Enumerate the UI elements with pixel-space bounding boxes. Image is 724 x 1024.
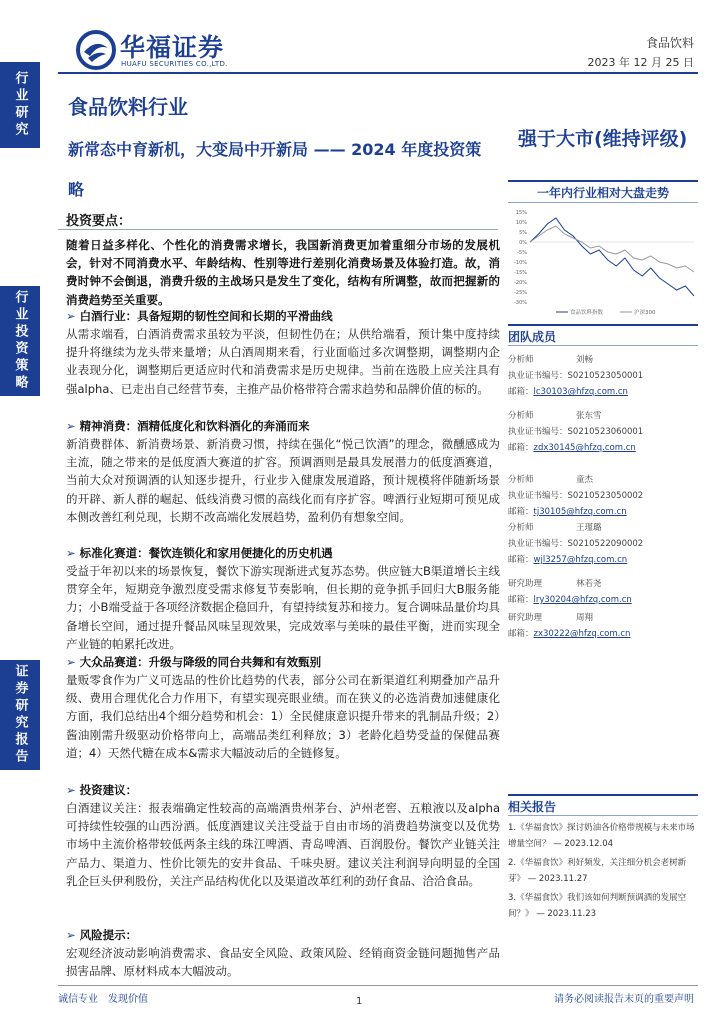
bullet-paragraph: 受益于年初以来的场景恢复，餐饮下游实现渐进式复苏态势。供应链大B渠道增长主线贯穿全年，短期竞争激烈度受需求修复节奏影响，但长期的竞争抓手回归大B服务能力；小B端受益于各项经济数据企稳回升，有望持续复苏和接力。复合调味品量价均具备增长空间，通过提升餐品风味呈现效果，完成效率与美味的最佳平衡，进而实现全产业链的帕累托改进。 bbox=[66, 564, 500, 651]
analyst-email-link[interactable]: lry30204@hfzq.com.cn bbox=[533, 595, 632, 605]
y-tick-label: -15% bbox=[514, 270, 527, 276]
logo-english-text: HUAFU SECURITIES CO.,LTD. bbox=[121, 60, 228, 68]
email-label: 邮箱： bbox=[508, 555, 534, 565]
analyst-name: 周翔 bbox=[576, 613, 594, 623]
intro-paragraph: 随着日益多样化、个性化的消费需求增长，我国新消费更加着重细分市场的发展机会，针对不同消费水平、年龄结构、性别等进行差别化消费场景及体验打造。故，消费时钟不会倒退，消费升级的主战场只是发生了变化，结构有所调整，故而把握新的消费趋势至关重要。 bbox=[66, 238, 500, 307]
arrow-bullet-icon: ➢ bbox=[66, 928, 76, 942]
y-tick-label: 10% bbox=[515, 220, 527, 226]
bullet-heading: ➢ 白酒行业：具备短期的韧性空间和长期的平滑曲线 bbox=[66, 309, 333, 323]
bullet-paragraph: 宏观经济波动影响消费需求、食品安全风险、政策风险、经销商资金链问题抛售产品损害品牌、原材料成本大幅波动。 bbox=[66, 946, 500, 979]
analyst-name: 张东雪 bbox=[576, 411, 602, 421]
license-number: S0210523050002 bbox=[567, 491, 644, 501]
bullet-paragraph: 从需求端看，白酒消费需求虽较为平淡，但韧性仍在；从供给端看，预计集中度持续提升将继续为龙头带来量增；从白酒周期来看，行业面临过多次调整期，调整期内企业表现分化，调整期后更适应时代和消费需求是历史规律。当前在选股上应关注具有强alpha、已走出自己经营节奏，主推产品价格带符合需求趋势和品牌价值的标的。 bbox=[66, 327, 500, 396]
team-title: 团队成员 bbox=[508, 330, 557, 344]
license-label: 执业证书编号： bbox=[508, 491, 568, 501]
analyst-role: 分析师 bbox=[508, 475, 534, 485]
footer-divider bbox=[58, 985, 698, 986]
footer-disclaimer: 请务必阅读报告末页的重要声明 bbox=[554, 994, 694, 1005]
arrow-bullet-icon: ➢ bbox=[66, 309, 76, 323]
key-points-rule bbox=[58, 229, 498, 230]
license-number: S0210523060001 bbox=[567, 427, 644, 437]
analyst-role: 研究助理 bbox=[508, 579, 543, 589]
bullet-paragraph: 白酒建议关注：报表端确定性较高的高端酒贵州茅台、泸州老窖、五粮液以及alpha可持续性较强的山西汾酒。低度酒建议关注受益于自由市场的消费趋势演变以及优势市场中主流价格带较低两条主线的珠江啤酒、青岛啤酒、百润股份。餐饮产业链关注产品力、渠道力、性价比领先的安井食品、千味央厨。建议关注利润导向明显的全国乳企巨头伊利股份，关注产品结构优化以及渠道改革红利的劲仔食品、洽洽食品。 bbox=[66, 801, 500, 888]
analyst-card bbox=[508, 472, 698, 520]
team-top-rule bbox=[508, 324, 698, 326]
license-label: 执业证书编号： bbox=[508, 427, 568, 437]
y-tick-label: -10% bbox=[514, 260, 527, 266]
header-date: 2023 年 12 月 25 日 bbox=[587, 56, 694, 69]
relative-performance-chart bbox=[508, 206, 698, 318]
email-label: 邮箱： bbox=[508, 443, 534, 453]
header-industry: 食品饮料 bbox=[645, 36, 694, 50]
logo-text: 华福证券 bbox=[120, 33, 225, 62]
huafu-logo-icon bbox=[76, 30, 116, 70]
bullet-heading: ➢ 风险提示： bbox=[66, 928, 138, 942]
arrow-bullet-icon: ➢ bbox=[66, 783, 76, 797]
arrow-bullet-icon: ➢ bbox=[66, 655, 76, 669]
related-list bbox=[508, 820, 698, 925]
legend-index: 沪深300 bbox=[634, 310, 656, 316]
analyst-role: 分析师 bbox=[508, 355, 534, 365]
related-title-rule bbox=[508, 815, 698, 816]
analyst-email-link[interactable]: tj30105@hfzq.com.cn bbox=[533, 507, 627, 517]
y-tick-label: 15% bbox=[515, 210, 527, 216]
sidebar-bottom-label: 证券研究报告 bbox=[0, 660, 40, 770]
analyst-role: 分析师 bbox=[508, 411, 534, 421]
analyst-name: 王瑾璐 bbox=[576, 523, 602, 533]
related-report-link[interactable]: 1.《华福食饮》探讨奶油各价格带规模与未来市场增量空间？ — 2023.12.04 bbox=[508, 823, 695, 849]
header-divider bbox=[58, 72, 698, 74]
license-number: S0210522090002 bbox=[567, 539, 644, 549]
bullet-paragraph: 量贩零食作为广义可选品的性价比趋势的代表，部分公司在新渠道红利期叠加产品升级、费用合理优化合力作用下，有望实现亮眼业绩。而在狭义的必选消费加速健康化方面，我们总结出4个细分趋势和机会：1）全民健康意识提升带来的乳制品升级；2）酱油刚需升级驱动价格带向上，高端品类红利释放；3）老龄化趋势受益的保健品赛道；4）天然代糖在成本&需求大幅波动后的全链修复。 bbox=[66, 673, 500, 760]
arrow-bullet-icon: ➢ bbox=[66, 419, 76, 433]
related-top-rule bbox=[508, 794, 698, 796]
analyst-email-link[interactable]: zdx30145@hfzq.com.cn bbox=[533, 443, 636, 453]
chart-top-rule bbox=[508, 180, 698, 182]
analyst-email-link[interactable]: zx30222@hfzq.com.cn bbox=[533, 629, 631, 639]
analyst-name: 林若尧 bbox=[576, 579, 602, 589]
related-report-link[interactable]: 2.《华福食饮》利好频发，关注细分机会老树新芽》 — 2023.11.27 bbox=[508, 858, 687, 884]
analyst-card bbox=[508, 352, 698, 400]
related-title: 相关报告 bbox=[508, 800, 557, 814]
analyst-role: 分析师 bbox=[508, 523, 534, 533]
analyst-email-link[interactable]: lc30103@hfzq.com.cn bbox=[533, 387, 628, 397]
bullet-heading: ➢ 标准化赛道：餐饮连锁化和家用便捷化的历史机遇 bbox=[66, 546, 333, 560]
analyst-card bbox=[508, 576, 698, 608]
analyst-card bbox=[508, 610, 698, 642]
bullet-heading: ➢ 大众品赛道：升级与降级的同台共舞和有效甄别 bbox=[66, 655, 322, 669]
analyst-name: 刘畅 bbox=[576, 355, 594, 365]
email-label: 邮箱： bbox=[508, 595, 534, 605]
index-series-line bbox=[530, 226, 694, 272]
analyst-card bbox=[508, 408, 698, 456]
report-title: 新常态中育新机，大变局中开新局 —— 2024 年度投资策略 bbox=[68, 140, 482, 199]
page-number: 1 bbox=[356, 996, 363, 1007]
sidebar-middle-label: 行业投资策略 bbox=[0, 286, 40, 396]
y-tick-label: -25% bbox=[514, 290, 527, 296]
y-tick-label: 0% bbox=[519, 240, 527, 246]
arrow-bullet-icon: ➢ bbox=[66, 546, 76, 560]
license-number: S0210523050001 bbox=[567, 371, 644, 381]
y-tick-label: -30% bbox=[514, 300, 527, 306]
related-report-link[interactable]: 3.《华福食饮》我们该如何判断预调酒的发展空间？》 — 2023.11.23 bbox=[508, 893, 687, 919]
email-label: 邮箱： bbox=[508, 629, 534, 639]
sidebar-top-label: 行业研究 bbox=[0, 62, 40, 148]
industry-title: 食品饮料行业 bbox=[68, 95, 188, 119]
y-tick-label: -5% bbox=[517, 250, 527, 256]
bullet-paragraph: 新消费群体、新消费场景、新消费习惯，持续在强化“悦己饮酒”的理念，微醺感成为主流，随之带来的是低度酒大赛道的扩容。预调酒则是最具发展潜力的低度酒赛道，当前大众对预调酒的认知逐步提升，行业步入健康发展道路，预计规模将伴随新场景的开辟、新人群的崛起、低线消费习惯的高线化而有序扩容。啤酒行业短期可预见成本侧改善红利兑现，长期不改高端化发展趋势，盈利仍有想象空间。 bbox=[66, 437, 500, 524]
legend-industry: 食品饮料指数 bbox=[570, 310, 604, 316]
rating-label: 强于大市(维持评级) bbox=[518, 128, 688, 150]
chart-title: 一年内行业相对大盘走势 bbox=[536, 186, 669, 200]
email-label: 邮箱： bbox=[508, 507, 534, 517]
bullet-heading: ➢ 投资建议： bbox=[66, 783, 138, 797]
chart-title-rule bbox=[508, 202, 698, 203]
analyst-card bbox=[508, 520, 698, 568]
analyst-role: 研究助理 bbox=[508, 613, 543, 623]
y-tick-label: -20% bbox=[514, 280, 527, 286]
team-title-rule bbox=[508, 345, 698, 346]
industry-series-line bbox=[530, 218, 694, 296]
license-label: 执业证书编号： bbox=[508, 371, 568, 381]
key-points-title: 投资要点： bbox=[66, 214, 132, 229]
footer-slogan: 诚信专业 发现价值 bbox=[58, 994, 148, 1005]
email-label: 邮箱： bbox=[508, 387, 534, 397]
license-label: 执业证书编号： bbox=[508, 539, 568, 549]
y-tick-label: 5% bbox=[519, 230, 527, 236]
bullet-heading: ➢ 精神消费：酒精低度化和饮料酒化的奔涌而来 bbox=[66, 419, 310, 433]
analyst-email-link[interactable]: wjl3257@hfzq.com.cn bbox=[533, 555, 628, 565]
analyst-name: 童杰 bbox=[576, 475, 594, 485]
